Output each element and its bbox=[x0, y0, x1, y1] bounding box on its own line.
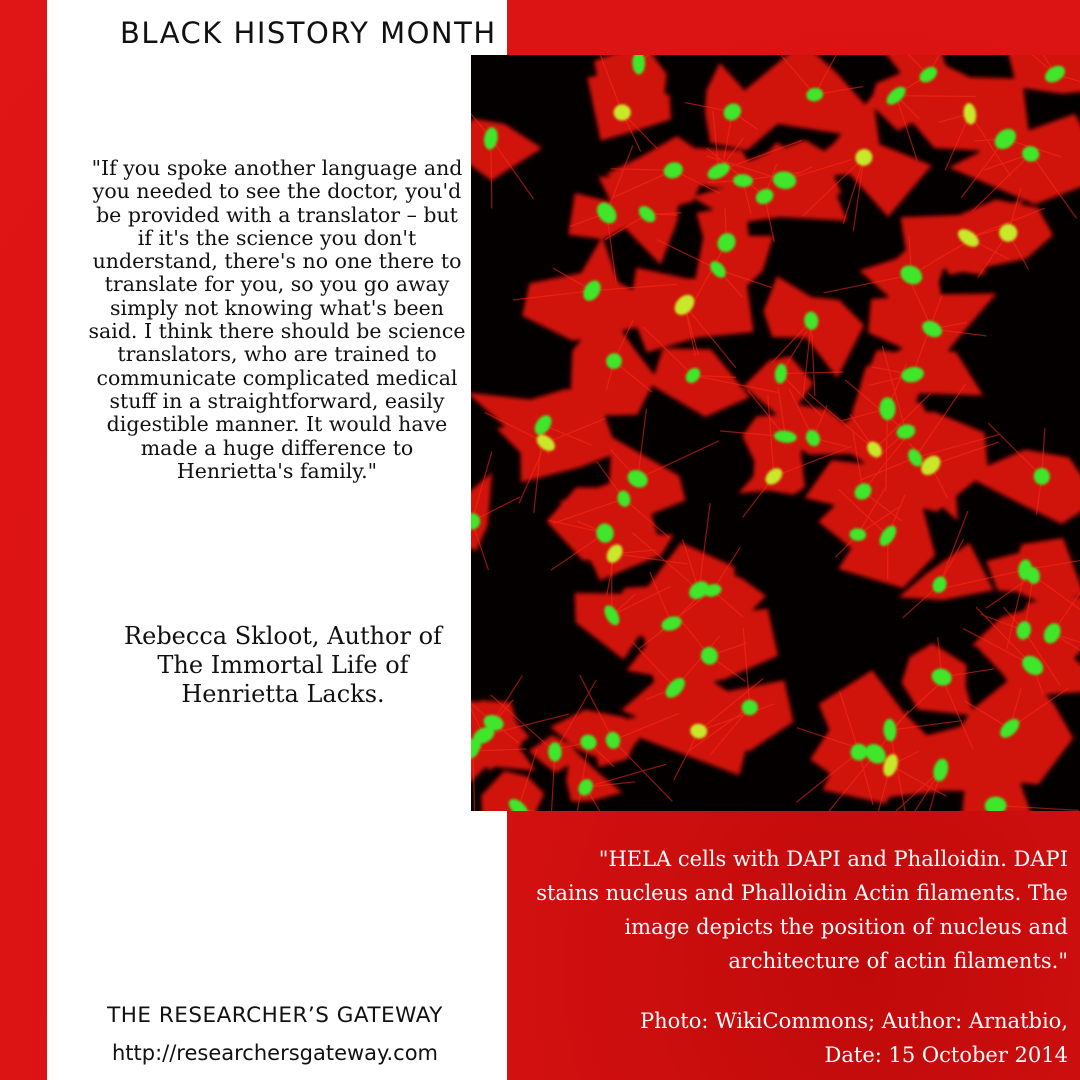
hela-cells-image bbox=[471, 55, 1080, 811]
quote-text: "If you spoke another language and you needed to see the doctor, you'd be provided with a translator – but if it's the science you don't understand, there's no one there to translate for you, so you go away simply not knowing what's been said. I think there should be science translators, who are trained to communicate complicated medical stuff in a straightforward, easily digestible manner. It would have made a huge difference to Henrietta's family." bbox=[88, 156, 466, 483]
quote-attribution: Rebecca Skloot, Author of The Immortal Life of Henrietta Lacks. bbox=[124, 622, 442, 708]
actin-filament bbox=[896, 96, 976, 97]
cell-body bbox=[651, 348, 750, 417]
photo-credit-source: Photo: WikiCommons; Author: Arnatbio, bbox=[640, 1009, 1068, 1033]
org-name: THE RESEARCHER’S GATEWAY bbox=[107, 1003, 443, 1028]
photo-credit bbox=[540, 1004, 1068, 1072]
cell-body bbox=[925, 200, 1054, 276]
hela-cells-illustration bbox=[471, 55, 1080, 811]
image-caption: "HELA cells with DAPI and Phalloidin. DAPI stains nucleus and Phalloidin Actin filaments. The image depicts the position of nucleus and architecture of actin filaments." bbox=[536, 847, 1068, 973]
photo-credit-date: Date: 15 October 2014 bbox=[824, 1043, 1068, 1067]
cell-nucleus bbox=[742, 700, 758, 715]
org-url[interactable]: http://researchersgateway.com bbox=[111, 1041, 439, 1065]
cell-body bbox=[986, 553, 1050, 593]
page-title: BLACK HISTORY MONTH bbox=[120, 16, 497, 50]
